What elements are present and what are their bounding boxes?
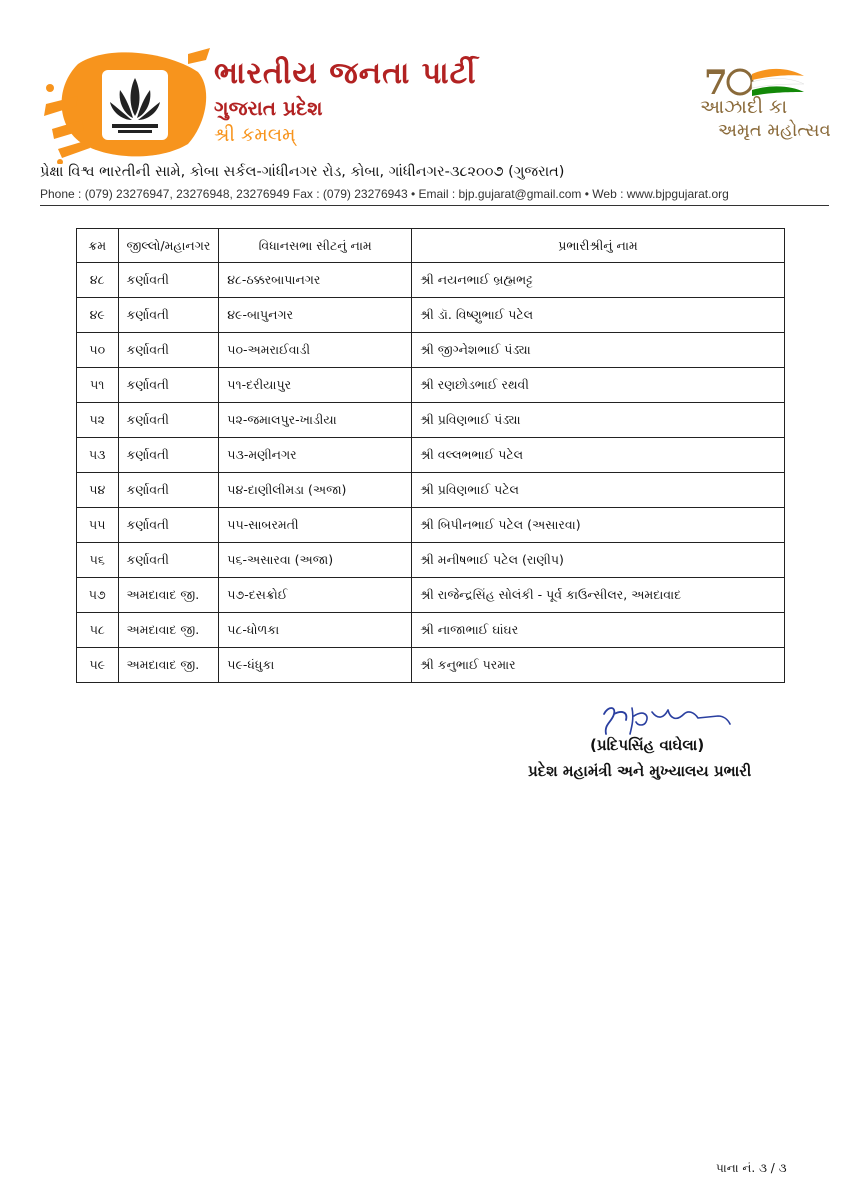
table-header-row: [77, 229, 785, 263]
row-num: ૫૩: [77, 438, 119, 473]
svg-text:7: 7: [704, 63, 728, 103]
row-district: કર્ણાવતી: [118, 403, 219, 438]
row-seat: ૪૮-ઠક્કરબાપાનગર: [219, 263, 412, 298]
table-row: [77, 438, 785, 473]
row-seat: ૫૫-સાબરમતી: [219, 508, 412, 543]
row-num: ૫૫: [77, 508, 119, 543]
table-row: [77, 648, 785, 683]
header-seat: વિધાનસભા સીટનું નામ: [219, 229, 412, 263]
row-incharge: શ્રી નાજાભાઈ ઘાંઘર: [412, 613, 785, 648]
page-number: પાના નં. ૩ / ૩: [716, 1161, 787, 1175]
row-district: અમદાવાદ જી.: [118, 648, 219, 683]
row-num: ૫૧: [77, 368, 119, 403]
row-incharge: શ્રી મનીષભાઈ પટેલ (રાણીપ): [412, 543, 785, 578]
row-num: ૪૯: [77, 298, 119, 333]
signatory-name: (પ્રદિપસિંહ વાઘેલા): [590, 736, 705, 754]
row-district: કર્ણાવતી: [118, 298, 219, 333]
row-district: કર્ણાવતી: [118, 473, 219, 508]
row-incharge: શ્રી જીગ્નેશભાઈ પંડ્યા: [412, 333, 785, 368]
row-seat: ૫૬-અસારવા (અજા): [219, 543, 412, 578]
row-seat: ૫૦-અમરાઈવાડી: [219, 333, 412, 368]
row-incharge: શ્રી ડૉ. વિષ્ણુભાઈ પટેલ: [412, 298, 785, 333]
table-row: [77, 473, 785, 508]
office-name: શ્રી કમલમ્: [214, 124, 296, 146]
office-address: પ્રેક્ષા વિશ્વ ભારતીની સામે, કોબા સર્કલ-ગાંધીનગર રોડ, કોબા, ગાંધીનગર-૩૮૨૦૦૭ (ગુજરાત): [40, 164, 565, 180]
row-seat: ૫૧-દરીયાપુર: [219, 368, 412, 403]
row-num: ૫૯: [77, 648, 119, 683]
header-district: જીલ્લો/મહાનગર: [118, 229, 219, 263]
row-seat: ૪૯-બાપુનગર: [219, 298, 412, 333]
row-num: ૪૮: [77, 263, 119, 298]
row-district: કર્ણાવતી: [118, 543, 219, 578]
row-incharge: શ્રી પ્રવિણભાઈ પટેલ: [412, 473, 785, 508]
row-num: ૫૭: [77, 578, 119, 613]
org-state: ગુજરાત પ્રદેશ: [214, 96, 323, 120]
row-seat: ૫૨-જમાલપુર-ખાડીયા: [219, 403, 412, 438]
row-incharge: શ્રી કનુભાઈ પરમાર: [412, 648, 785, 683]
header-num: ક્રમ: [77, 229, 119, 263]
row-district: કર્ણાવતી: [118, 508, 219, 543]
row-incharge: શ્રી પ્રવિણભાઈ પંડ્યા: [412, 403, 785, 438]
table-row: [77, 543, 785, 578]
table-row: [77, 578, 785, 613]
incharge-table: [76, 228, 785, 683]
row-seat: ૫૪-દાણીલીમડા (અજા): [219, 473, 412, 508]
row-num: ૫૬: [77, 543, 119, 578]
contact-line: Phone : (079) 23276947, 23276948, 23276949 Fax : (079) 23276943 • Email : bjp.gujarat@gmail.com • Web : www.bjpgujarat.org: [40, 187, 729, 201]
header-incharge: પ્રભારીશ્રીનું નામ: [412, 229, 785, 263]
row-num: ૫૪: [77, 473, 119, 508]
row-district: કર્ણાવતી: [118, 333, 219, 368]
row-num: ૫૨: [77, 403, 119, 438]
row-incharge: શ્રી રાજેન્દ્રસિંહ સોલંકી - પૂર્વ કાઉન્સીલર, અમદાવાદ: [412, 578, 785, 613]
row-district: અમદાવાદ જી.: [118, 613, 219, 648]
table-row: [77, 368, 785, 403]
org-name: ભારતીય જનતા પાર્ટી: [214, 56, 477, 91]
row-incharge: શ્રી વલ્લભભાઈ પટેલ: [412, 438, 785, 473]
table-row: [77, 613, 785, 648]
table-row: [77, 508, 785, 543]
row-num: ૫૦: [77, 333, 119, 368]
table-row: [77, 298, 785, 333]
azadi-tagline-1: આઝાદી કા: [700, 96, 788, 118]
row-district: કર્ણાવતી: [118, 263, 219, 298]
signatory-title: પ્રદેશ મહામંત્રી અને મુખ્યાલય પ્રભારી: [528, 762, 752, 780]
row-district: કર્ણાવતી: [118, 438, 219, 473]
azadi-tagline-2: અમૃત મહોત્સવ: [718, 120, 831, 141]
row-seat: ૫૮-ધોળકા: [219, 613, 412, 648]
table-row: [77, 333, 785, 368]
row-seat: ૫૭-દસક્રોઈ: [219, 578, 412, 613]
header-divider: [40, 205, 829, 206]
table-row: [77, 263, 785, 298]
row-district: અમદાવાદ જી.: [118, 578, 219, 613]
row-incharge: શ્રી બિપીનભાઈ પટેલ (અસારવા): [412, 508, 785, 543]
row-incharge: શ્રી રણછોડભાઈ રથવી: [412, 368, 785, 403]
row-seat: ૫૯-ધંધુકા: [219, 648, 412, 683]
row-seat: ૫૩-મણીનગર: [219, 438, 412, 473]
row-incharge: શ્રી નયનભાઈ બ્રહ્મભટ્ટ: [412, 263, 785, 298]
row-num: ૫૮: [77, 613, 119, 648]
table-row: [77, 403, 785, 438]
lotus-logo-icon: [38, 44, 218, 164]
row-district: કર્ણાવતી: [118, 368, 219, 403]
